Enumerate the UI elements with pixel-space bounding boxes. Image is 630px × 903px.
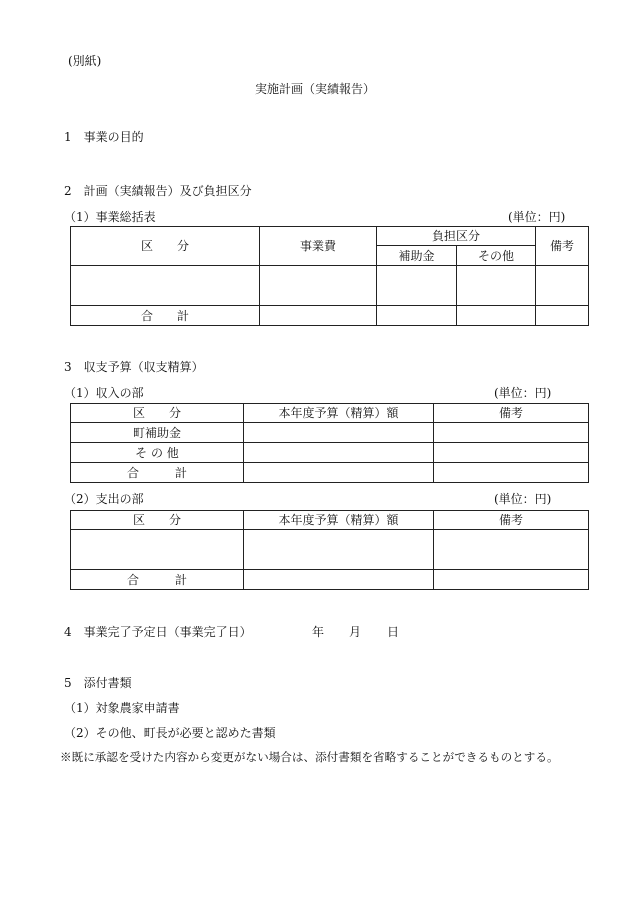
summary-cell[interactable] <box>536 306 589 326</box>
section-4-heading: 4 事業完了予定日（事業完了日） <box>64 625 252 639</box>
summary-data-row <box>71 266 589 306</box>
expense-data-row <box>71 530 589 570</box>
income-row-label: そ の 他 <box>71 443 244 463</box>
attachment-item-1: （1）対象農家申請書 <box>64 701 180 715</box>
summary-total-row <box>71 306 589 326</box>
income-cell[interactable] <box>244 423 434 443</box>
income-cell[interactable] <box>434 443 589 463</box>
income-total-label: 合 計 <box>71 463 244 483</box>
summary-cell[interactable] <box>457 306 536 326</box>
section-5-heading: 5 添付書類 <box>64 676 132 690</box>
expense-cell[interactable] <box>434 570 589 590</box>
expense-table-caption: （2）支出の部 <box>64 492 144 506</box>
income-row-label: 町補助金 <box>71 423 244 443</box>
summary-cell[interactable] <box>536 266 589 306</box>
income-table-caption: （1）収入の部 <box>64 386 144 400</box>
section-3-heading: 3 収支予算（収支精算） <box>64 360 204 374</box>
section-1-heading: 1 事業の目的 <box>64 130 144 144</box>
summary-cell[interactable] <box>260 266 377 306</box>
expense-header-remarks: 備考 <box>434 511 589 530</box>
attachment-label: (別紙) <box>68 54 102 68</box>
summary-cell[interactable] <box>71 266 260 306</box>
summary-table <box>70 226 589 326</box>
income-total-row <box>71 463 589 483</box>
summary-header-cost: 事業費 <box>260 227 377 266</box>
income-header-kubun: 区 分 <box>71 404 244 423</box>
summary-table-unit: (単位：円) <box>508 210 566 224</box>
income-table <box>70 403 589 483</box>
date-year-label: 年 <box>312 625 325 639</box>
income-header-amount: 本年度予算（精算）額 <box>244 404 434 423</box>
income-cell[interactable] <box>244 463 434 483</box>
summary-header-remarks: 備考 <box>536 227 589 266</box>
expense-table-unit: (単位：円) <box>494 492 552 506</box>
income-cell[interactable] <box>434 423 589 443</box>
attachment-note: ※既に承認を受けた内容から変更がない場合は、添付書類を省略することができるものとする。 <box>60 750 559 764</box>
expense-total-label: 合 計 <box>71 570 244 590</box>
summary-header-subsidy: 補助金 <box>377 246 457 266</box>
income-cell[interactable] <box>244 443 434 463</box>
summary-cell[interactable] <box>260 306 377 326</box>
expense-cell[interactable] <box>244 570 434 590</box>
section-2-heading: 2 計画（実績報告）及び負担区分 <box>64 184 252 198</box>
summary-cell[interactable] <box>457 266 536 306</box>
summary-table-caption: （1）事業総括表 <box>64 210 156 224</box>
document-title: 実施計画（実績報告） <box>254 82 375 96</box>
income-table-unit: (単位：円) <box>494 386 552 400</box>
expense-cell[interactable] <box>434 530 589 570</box>
income-row-other <box>71 443 589 463</box>
date-month-label: 月 <box>349 625 362 639</box>
expense-header-amount: 本年度予算（精算）額 <box>244 511 434 530</box>
summary-header-burden: 負担区分 <box>377 227 536 246</box>
expense-cell[interactable] <box>71 530 244 570</box>
expense-header-kubun: 区 分 <box>71 511 244 530</box>
income-header-remarks: 備考 <box>434 404 589 423</box>
expense-table <box>70 510 589 590</box>
summary-cell[interactable] <box>377 306 457 326</box>
income-cell[interactable] <box>434 463 589 483</box>
date-day-label: 日 <box>387 625 400 639</box>
attachment-item-2: （2）その他、町長が必要と認めた書類 <box>64 726 276 740</box>
summary-header-kubun: 区 分 <box>71 227 260 266</box>
income-row-subsidy <box>71 423 589 443</box>
expense-cell[interactable] <box>244 530 434 570</box>
expense-total-row <box>71 570 589 590</box>
summary-header-other: その他 <box>457 246 536 266</box>
summary-cell[interactable] <box>377 266 457 306</box>
summary-total-label: 合 計 <box>71 306 260 326</box>
